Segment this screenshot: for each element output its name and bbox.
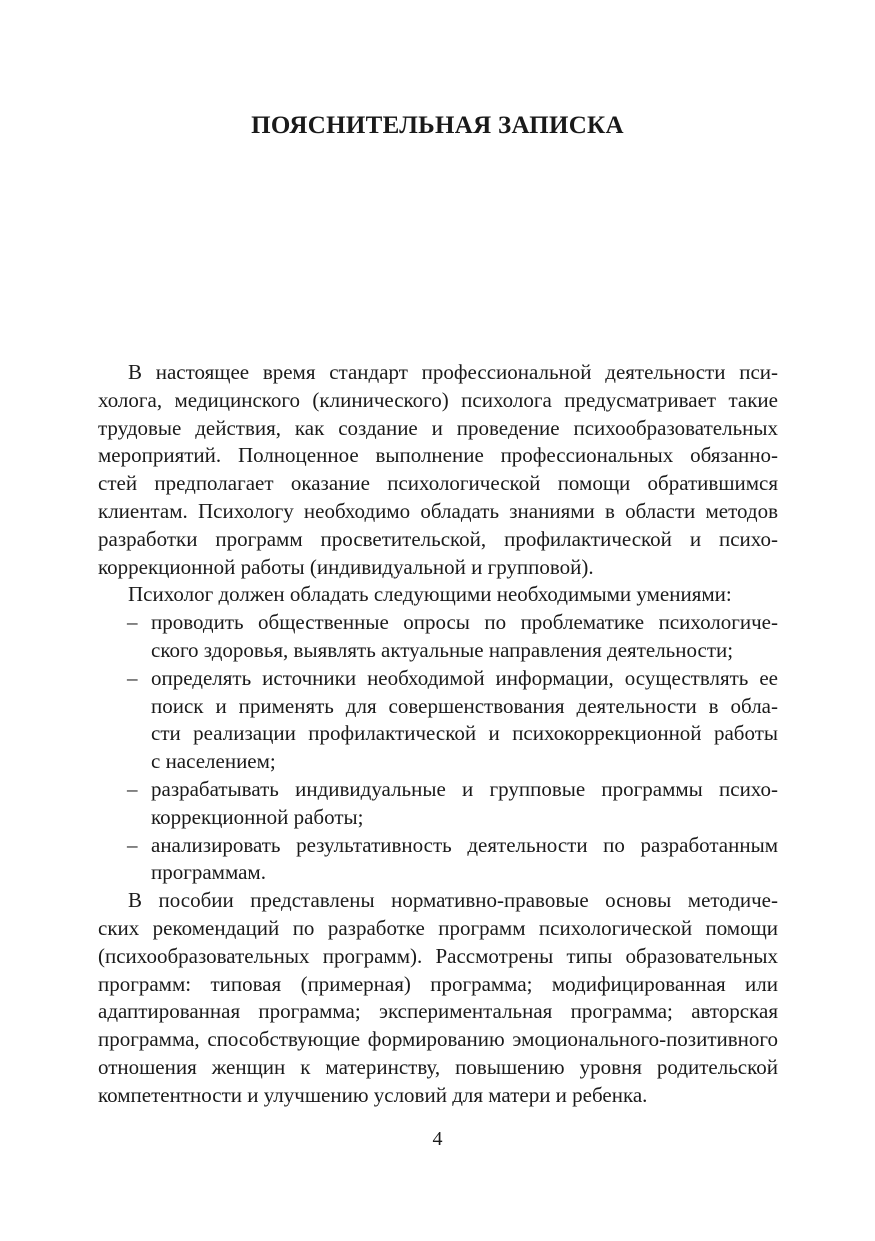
- dash-marker: –: [127, 832, 138, 857]
- text-line: В пособии представлены нормативно-правовые основы методиче-: [128, 888, 778, 913]
- text-line: адаптированная программа; экспериментальная программа; авторская: [98, 999, 778, 1024]
- text-line: ских рекомендаций по разработке программ психологической помощи: [98, 915, 778, 940]
- skills-list: [98, 609, 778, 887]
- text-line: стей предполагает оказание психологической помощи обратившимся: [98, 471, 778, 496]
- paragraph-intro: [98, 359, 778, 581]
- list-item: [98, 665, 778, 776]
- text-line: В настоящее время стандарт профессиональной деятельности пси-: [128, 360, 778, 384]
- paragraph-summary: [98, 887, 778, 1109]
- list-item-continuation: поиск и применять для совершенствования деятельности в обла-: [151, 693, 778, 718]
- text-line: трудовые действия, как создание и проведение психообразовательных: [98, 415, 778, 440]
- dash-marker: –: [127, 776, 138, 801]
- list-item: [98, 832, 778, 888]
- dash-marker: –: [127, 665, 138, 690]
- page-number: 4: [432, 1128, 443, 1150]
- body-text: [98, 359, 778, 1110]
- text-line: мероприятий. Полноценное выполнение профессиональных обязанно-: [98, 443, 778, 468]
- list-item-continuation: сти реализации профилактической и психокоррекционной работы: [151, 721, 778, 746]
- list-item-continuation: программам.: [151, 860, 266, 885]
- text-line: компетентности и улучшению условий для матери и ребенка.: [98, 1082, 648, 1107]
- list-item: [98, 609, 778, 665]
- text-line: разработки программ просветительской, профилактической и психо-: [98, 526, 778, 551]
- list-item-continuation: ского здоровья, выявлять актуальные направления деятельности;: [151, 637, 734, 662]
- skills-intro: Психолог должен обладать следующими необходимыми умениями:: [128, 582, 732, 607]
- list-item-text: анализировать результативность деятельности по разработанным: [151, 832, 778, 857]
- text-line: программ: типовая (примерная) программа; модифицированная или: [98, 971, 778, 996]
- list-item-text: проводить общественные опросы по проблематике психологиче-: [151, 610, 778, 635]
- text-line: (психообразовательных программ). Рассмотрены типы образовательных: [98, 943, 778, 968]
- text-line: программа, способствующие формированию эмоционального-позитивного: [98, 1027, 778, 1052]
- list-item-continuation: коррекционной работы;: [151, 804, 364, 829]
- list-item-text: разрабатывать индивидуальные и групповые программы психо-: [151, 776, 778, 801]
- dash-marker: –: [127, 610, 138, 635]
- list-item-text: определять источники необходимой информации, осуществлять ее: [151, 665, 778, 690]
- text-line: холога, медицинского (клинического) психолога предусматривает такие: [98, 387, 778, 412]
- text-line: отношения женщин к материнству, повышению уровня родительской: [98, 1054, 778, 1079]
- text-line: коррекционной работы (индивидуальной и групповой).: [98, 554, 594, 579]
- page-title: ПОЯСНИТЕЛЬНАЯ ЗАПИСКА: [251, 112, 624, 139]
- text-line: клиентам. Психологу необходимо обладать знаниями в области методов: [98, 498, 778, 523]
- list-item: [98, 776, 778, 832]
- list-item-continuation: с населением;: [151, 749, 276, 774]
